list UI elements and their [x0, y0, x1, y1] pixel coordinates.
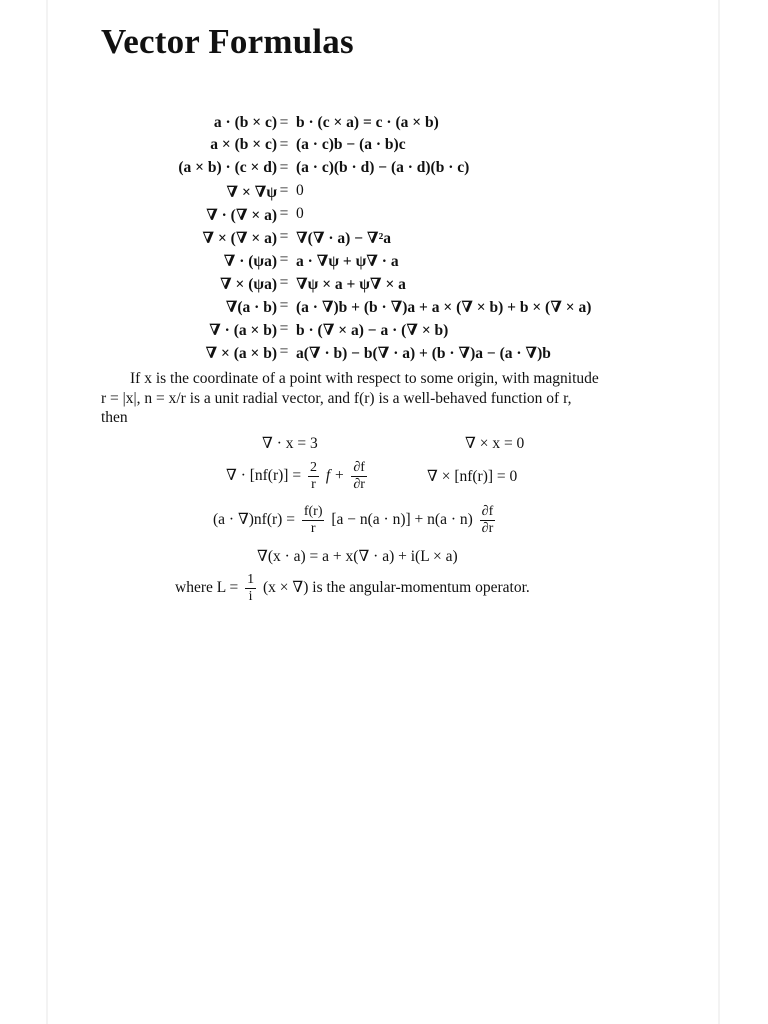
identity-lhs: ∇ × (a × b) [205, 345, 277, 362]
equals-sign: = [279, 205, 289, 222]
identity-rhs: a(∇ · b) − b(∇ · a) + (b · ∇)a − (a · ∇)b [296, 345, 551, 362]
identity-lhs: ∇ · (ψa) [223, 253, 277, 270]
divergence-nf [226, 460, 370, 493]
equals-sign: = [279, 136, 289, 153]
identity-row [0, 320, 768, 342]
identity-row [0, 136, 768, 158]
fraction-denominator: r [311, 477, 316, 492]
equals-sign: = [279, 228, 289, 245]
identity-rhs: 0 [296, 182, 304, 199]
fraction [302, 504, 325, 537]
fraction-numerator: 2 [309, 460, 317, 475]
identity-rhs: b · (∇ × a) − a · (∇ × b) [296, 322, 449, 339]
identity-rhs: (a · c)b − (a · b)c [296, 136, 406, 153]
identity-lhs: ∇ · (∇ × a) [206, 207, 277, 224]
fraction-numerator: ∂f [481, 504, 494, 519]
advective-derivative [213, 504, 498, 537]
fraction-denominator: i [248, 589, 253, 604]
identity-row [0, 251, 768, 273]
identity-row [0, 182, 768, 204]
equals-sign: = [279, 114, 289, 131]
identity-rhs: ∇(∇ · a) − ∇²a [296, 230, 391, 247]
identity-row [0, 343, 768, 365]
identity-lhs: ∇ × ∇ψ [226, 184, 277, 201]
paragraph-line: then [101, 409, 128, 426]
where-suffix: (x × ∇) is the angular-momentum operator. [263, 579, 530, 597]
fraction-numerator: ∂f [353, 460, 365, 475]
identity-lhs: a · (b × c) [213, 114, 277, 131]
identity-lhs: ∇(a · b) [225, 299, 277, 316]
identity-rhs: (a · ∇)b + (b · ∇)a + a × (∇ × b) + b × (∇ × a) [296, 299, 592, 316]
div-nf-lhs: ∇ · [nf(r)] = [226, 467, 302, 485]
equals-sign: = [279, 320, 289, 337]
fraction [351, 460, 367, 493]
fraction-numerator: f(r) [303, 504, 323, 519]
identity-rhs: a · ∇ψ + ψ∇ · a [296, 253, 399, 270]
equals-sign: = [279, 297, 289, 314]
equals-sign: = [279, 343, 289, 360]
adv-lhs: (a · ∇)nf(r) = [213, 511, 295, 529]
identity-lhs: ∇ · (a × b) [209, 322, 277, 339]
identity-rhs: ∇ψ × a + ψ∇ × a [296, 276, 406, 293]
angular-momentum-note [175, 572, 530, 605]
identity-rhs: 0 [296, 205, 304, 222]
divergence-x: ∇ · x = 3 [262, 435, 318, 452]
equals-sign: = [279, 274, 289, 291]
equals-sign: = [279, 251, 289, 268]
identity-rhs: (a · c)(b · d) − (a · d)(b · c) [296, 159, 470, 176]
identity-row [0, 274, 768, 296]
fraction-denominator: r [310, 521, 316, 536]
identity-rhs: b · (c × a) = c · (a × b) [296, 114, 439, 131]
equals-sign: = [279, 182, 289, 199]
identity-row [0, 205, 768, 227]
page-title: Vector Formulas [101, 22, 354, 61]
fraction [480, 504, 496, 537]
paragraph-line: r = |x|, n = x/r is a unit radial vector, and f(r) is a well-behaved function of r, [101, 389, 572, 407]
div-nf-mid: f + [325, 467, 345, 485]
identity-row [0, 228, 768, 250]
identity-lhs: ∇ × (ψa) [220, 276, 277, 293]
where-prefix: where L = [175, 579, 239, 597]
identity-lhs: a × (b × c) [210, 136, 277, 153]
gradient-x-dot-a: ∇(x · a) = a + x(∇ · a) + i(L × a) [257, 548, 458, 565]
equals-sign: = [279, 159, 289, 176]
fraction [245, 572, 256, 605]
coordinate-paragraph [101, 369, 669, 428]
fraction-denominator: ∂r [353, 477, 365, 492]
fraction [308, 460, 319, 493]
identity-row [0, 114, 768, 136]
adv-mid: [a − n(a · n)] + n(a · n) [331, 511, 473, 529]
identity-lhs: (a × b) · (c × d) [178, 159, 277, 176]
identity-lhs: ∇ × (∇ × a) [202, 230, 277, 247]
identity-row [0, 297, 768, 319]
curl-nf: ∇ × [nf(r)] = 0 [427, 468, 518, 485]
paragraph-line: If x is the coordinate of a point with respect to some origin, with magnitude [130, 370, 599, 387]
fraction-denominator: ∂r [481, 521, 494, 536]
curl-x: ∇ × x = 0 [465, 435, 525, 452]
fraction-numerator: 1 [247, 572, 255, 587]
identity-row [0, 159, 768, 181]
